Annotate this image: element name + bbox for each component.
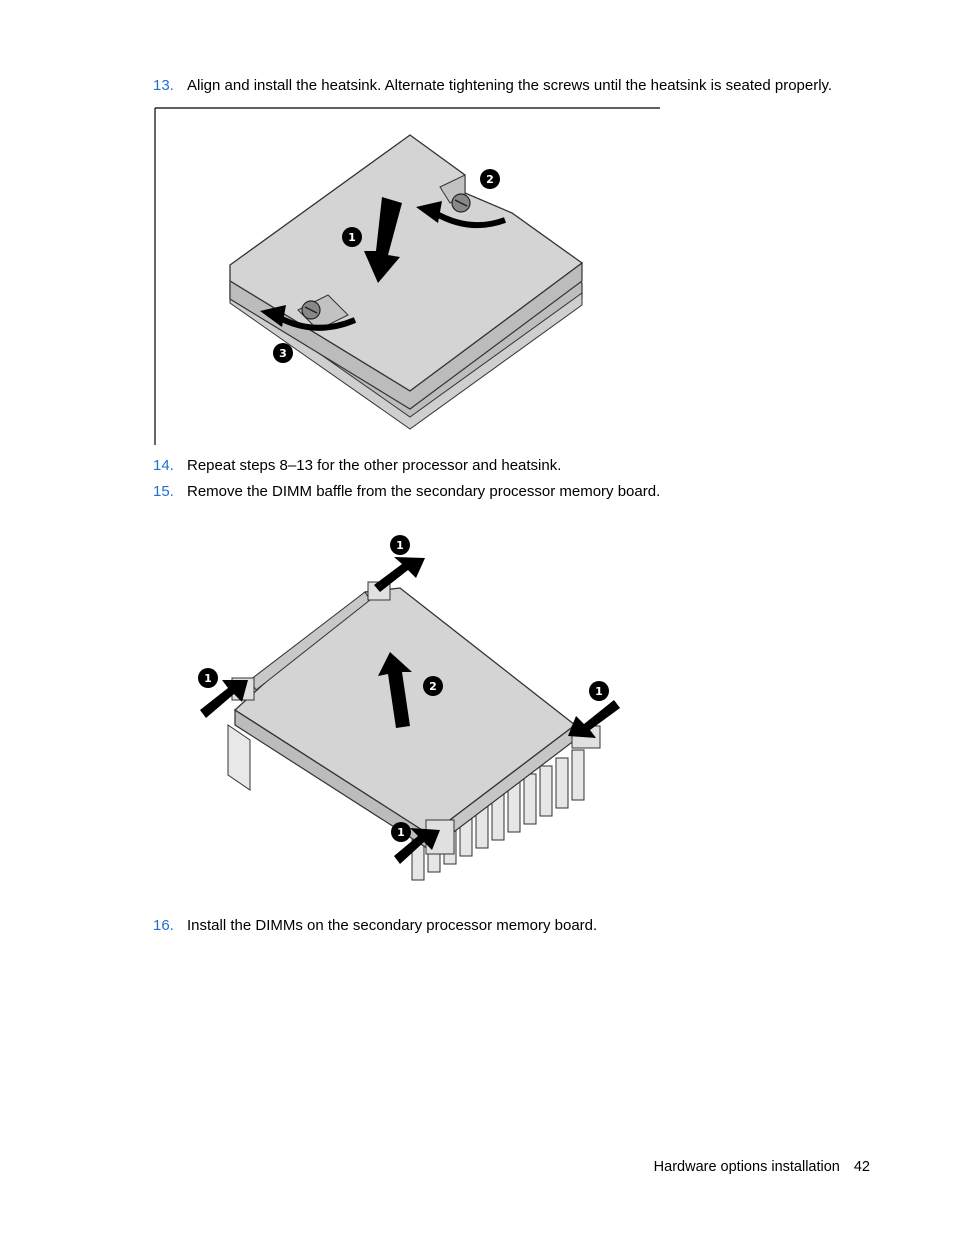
page-footer (654, 1159, 870, 1175)
step-text: Remove the DIMM baffle from the secondary processor memory board. (187, 483, 661, 500)
step-15 (153, 483, 660, 501)
svg-text:1: 1 (595, 685, 603, 698)
step-text: Align and install the heatsink. Alternate tightening the screws until the heatsink is seated properly. (187, 77, 833, 94)
svg-text:1: 1 (348, 231, 356, 244)
svg-text:2: 2 (486, 173, 494, 186)
step-16 (153, 917, 597, 935)
page-number: 42 (853, 1159, 870, 1175)
svg-text:3: 3 (279, 347, 287, 360)
screw-icon (302, 301, 320, 319)
callout-badge (423, 676, 443, 696)
step-text: Install the DIMMs on the secondary processor memory board. (187, 917, 598, 934)
callout-badge (391, 822, 411, 842)
heatsink-install-figure (150, 105, 665, 447)
press-arrow-icon (374, 557, 425, 592)
svg-text:2: 2 (429, 680, 437, 693)
step-13 (153, 77, 832, 95)
svg-text:1: 1 (396, 539, 404, 552)
callout-badge (273, 343, 293, 363)
svg-text:1: 1 (397, 826, 405, 839)
svg-text:1: 1 (204, 672, 212, 685)
step-number: 15. (153, 483, 174, 500)
callout-badge (390, 535, 410, 555)
callout-badge (589, 681, 609, 701)
footer-section-title: Hardware options installation (653, 1159, 840, 1175)
screw-icon (452, 194, 470, 212)
step-number: 13. (153, 77, 174, 94)
callout-badge (342, 227, 362, 247)
dimm-baffle-figure (190, 530, 630, 895)
step-14 (153, 457, 561, 475)
step-number: 14. (153, 457, 174, 474)
step-text: Repeat steps 8–13 for the other processor and heatsink. (187, 457, 562, 474)
callout-badge (198, 668, 218, 688)
step-number: 16. (153, 917, 174, 934)
callout-badge (480, 169, 500, 189)
